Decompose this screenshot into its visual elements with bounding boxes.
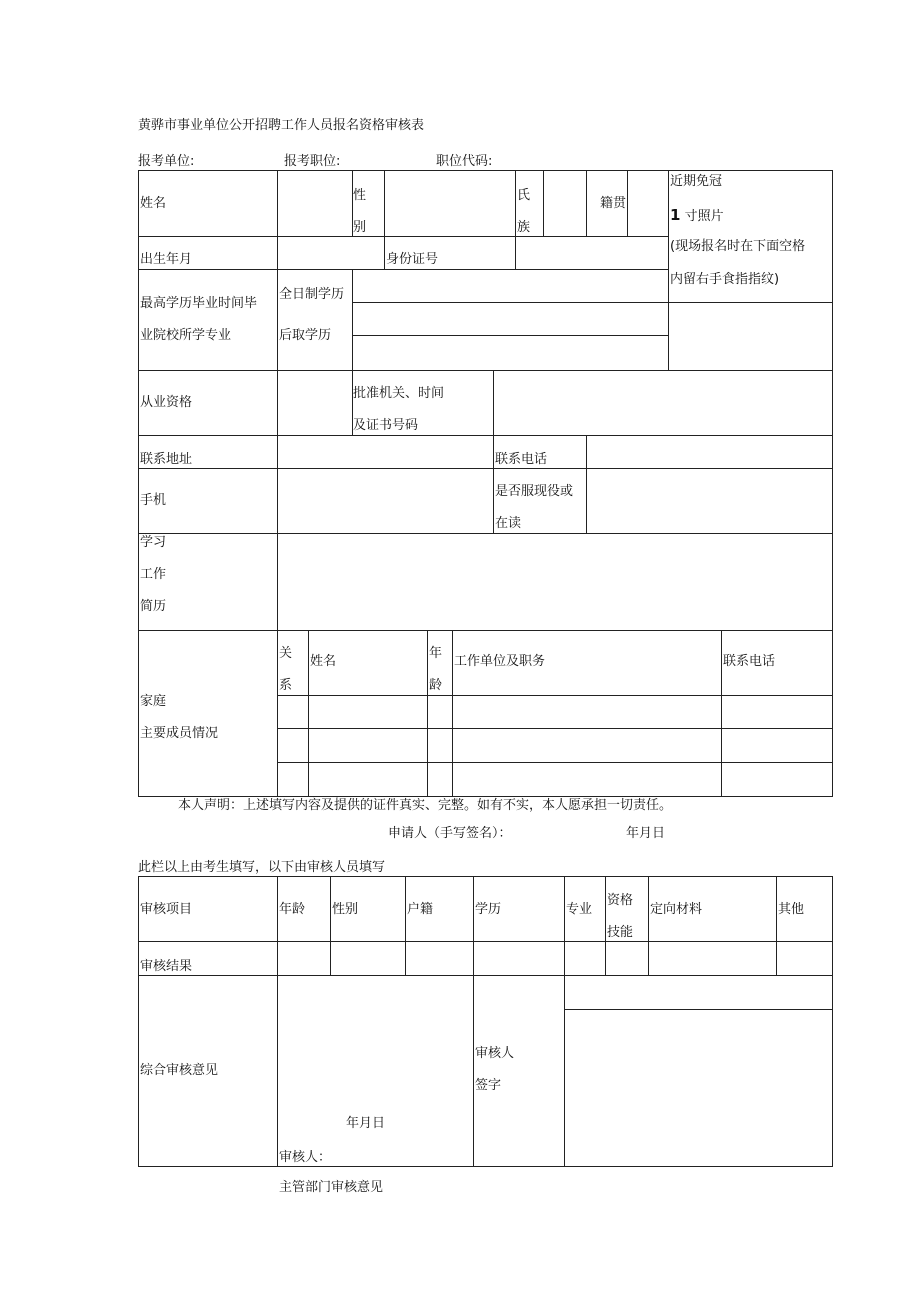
ethnicity-label-2: 族	[517, 220, 531, 235]
gender-label-2: 别	[353, 220, 367, 235]
phone-label: 联系电话	[495, 452, 548, 467]
resume-label-1: 学习	[140, 535, 167, 550]
gender-label: 性	[353, 188, 367, 203]
reviewer-signer-label-2: 签字	[475, 1078, 502, 1093]
age-label-1: 年	[429, 646, 443, 661]
work-unit-label: 工作单位及职务	[454, 654, 546, 669]
family-label-1: 家庭	[140, 694, 167, 709]
approval-label-1: 批准机关、时间	[353, 386, 445, 401]
later-education-label: 后取学历	[279, 328, 332, 343]
overall-opinion-label: 综合审核意见	[140, 1063, 219, 1078]
declaration: 本人声明：上述填写内容及提供的证件真实、完整。如有不实，本人愿承担一切责任。	[178, 798, 673, 813]
applicant-date-label: 年月日	[626, 826, 666, 841]
family-name-label: 姓名	[310, 654, 337, 669]
review-directed-label: 定向材料	[650, 902, 703, 917]
divider-note: 此栏以上由考生填写，以下由审核人员填写	[138, 860, 386, 875]
relation-label-2: 系	[279, 678, 293, 693]
resume-label-2: 工作	[140, 567, 167, 582]
position-label: 报考职位:	[284, 154, 341, 169]
ethnicity-label: 氏	[517, 188, 531, 203]
reviewer-signer-label-1: 审核人	[475, 1046, 515, 1061]
name-label: 姓名	[140, 196, 167, 211]
approval-label-2: 及证书号码	[353, 418, 419, 433]
review-result-label: 审核结果	[140, 959, 193, 974]
review-age-label: 年龄	[279, 902, 306, 917]
form-title: 黄骅市事业单位公开招聘工作人员报名资格审核表	[138, 118, 425, 133]
service-label-2: 在读	[495, 516, 522, 531]
photo-note-1: 近期免冠	[670, 174, 723, 189]
relation-label-1: 关	[279, 646, 293, 661]
unit-label: 报考单位:	[138, 154, 195, 169]
department-opinion-label: 主管部门审核意见	[279, 1180, 384, 1195]
review-gender-label: 性别	[332, 902, 359, 917]
family-label-2: 主要成员情况	[140, 726, 219, 741]
education-label-1: 最高学历毕业时间毕	[140, 296, 258, 311]
education-label-2: 业院校所学专业	[140, 328, 232, 343]
position-code-label: 职位代码:	[436, 154, 493, 169]
overall-date-label: 年月日	[346, 1116, 386, 1131]
review-item-label: 审核项目	[140, 902, 193, 917]
address-label: 联系地址	[140, 452, 193, 467]
review-skill-label-2: 技能	[607, 925, 634, 940]
photo-size-number: 1	[670, 206, 681, 224]
resume-label-3: 简历	[140, 599, 167, 614]
review-hukou-label: 户籍	[407, 902, 434, 917]
overall-reviewer-label: 审核人：	[279, 1150, 332, 1165]
family-phone-label: 联系电话	[723, 654, 776, 669]
mobile-label: 手机	[140, 493, 167, 508]
birth-date-label: 出生年月	[140, 252, 193, 267]
photo-note-3: (现场报名时在下面空格	[670, 239, 806, 254]
review-other-label: 其他	[778, 902, 805, 917]
photo-size-text: 寸照片	[684, 209, 724, 224]
age-label-2: 龄	[429, 678, 443, 693]
review-major-label: 专业	[566, 902, 593, 917]
fulltime-education-label: 全日制学历	[279, 287, 345, 302]
photo-note-4: 内留右手食指指纹)	[670, 272, 780, 287]
applicant-signature-label: 申请人（手写签名）：	[388, 826, 512, 841]
native-place-label: 籍贯	[600, 196, 627, 211]
review-education-label: 学历	[475, 902, 502, 917]
qualification-label: 从业资格	[140, 395, 193, 410]
service-label-1: 是否服现役或	[495, 484, 574, 499]
review-skill-label-1: 资格	[607, 893, 634, 908]
id-card-label: 身份证号	[386, 252, 439, 267]
photo-note-2	[670, 207, 724, 225]
